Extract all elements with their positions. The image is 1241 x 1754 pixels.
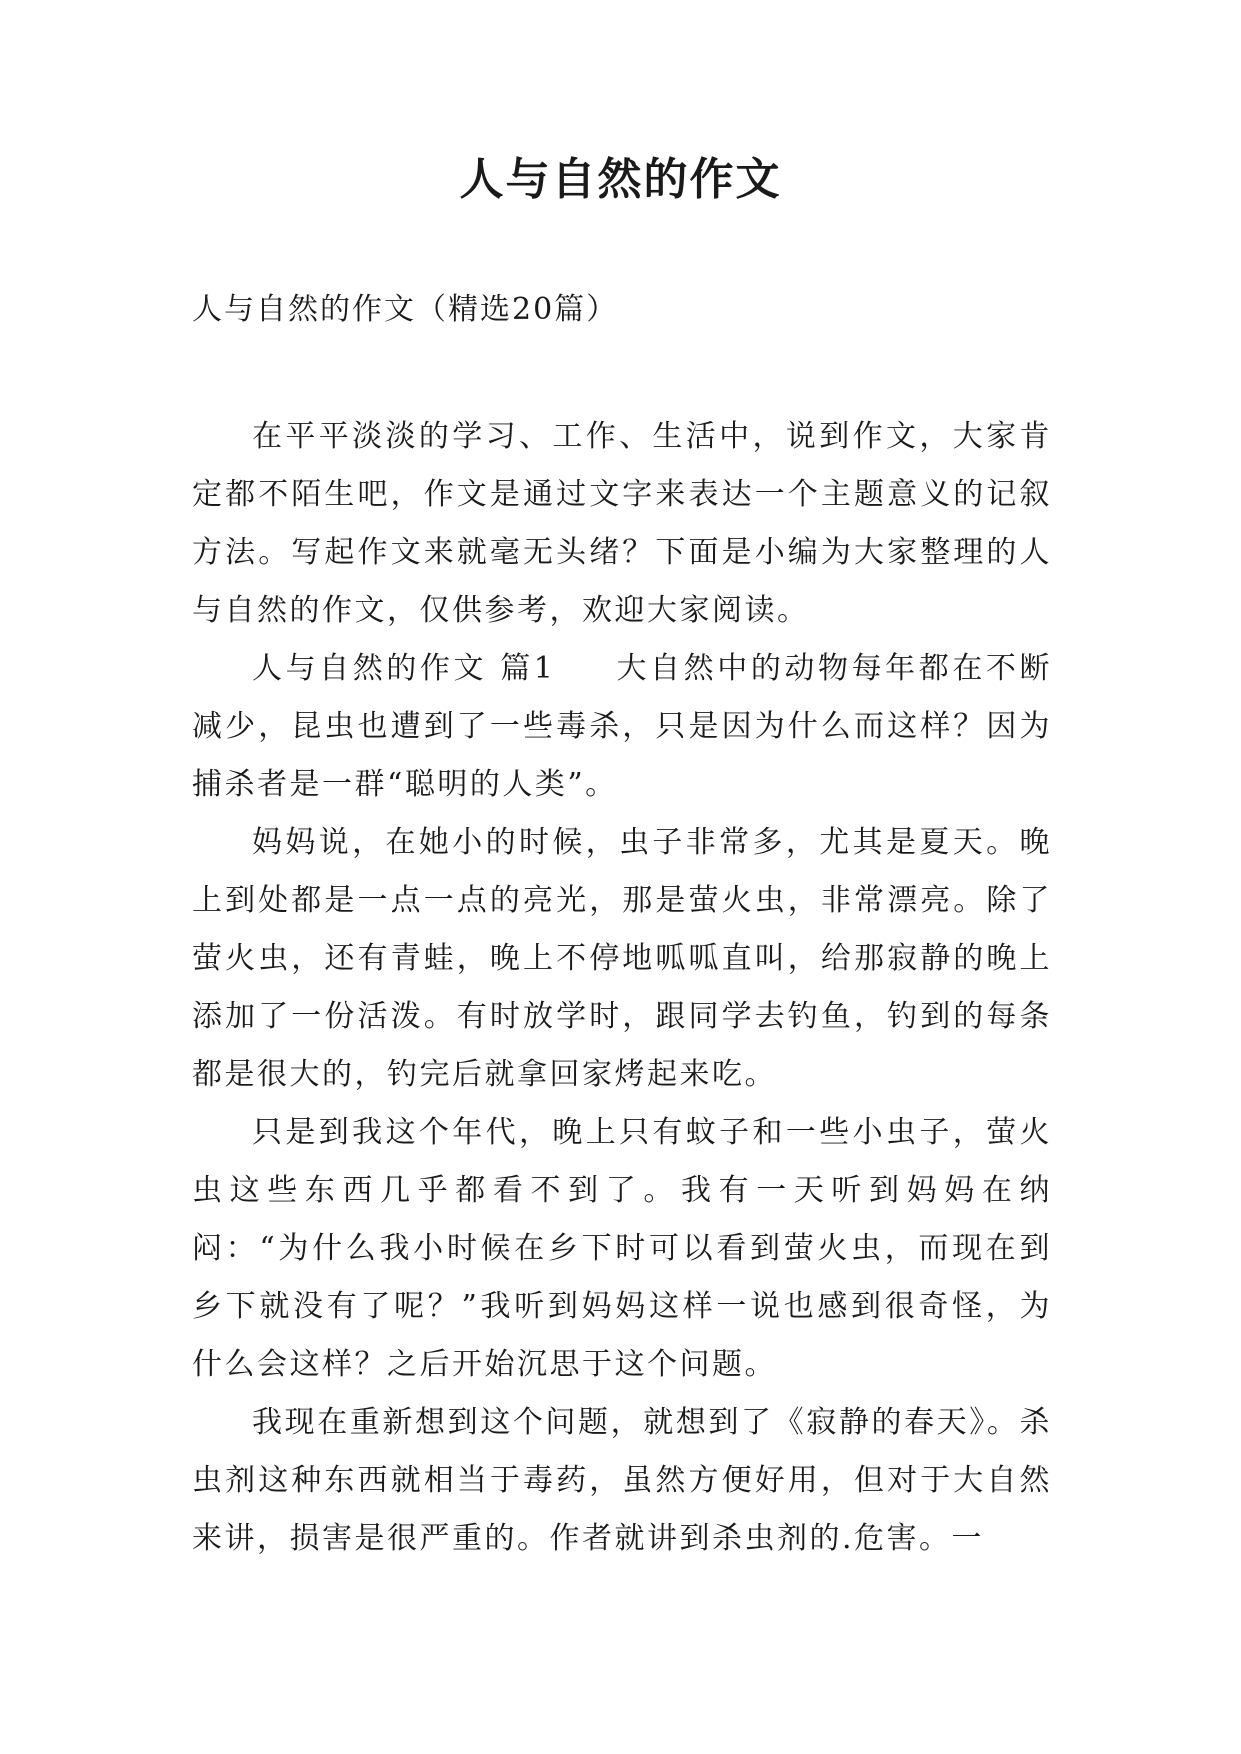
intro-paragraph: 在平平淡淡的学习、工作、生活中，说到作文，大家肯定都不陌生吧，作文是通过文字来表达一个主题意义的记叙方法。写起作文来就毫无头绪？下面是小编为大家整理的人与自然的作文，仅供参考，欢迎大家阅读。 <box>192 419 1052 628</box>
document-body <box>192 408 1052 1568</box>
essay-1-heading: 人与自然的作文 篇1 <box>252 651 556 686</box>
essay-1-paragraph-2: 妈妈说，在她小的时候，虫子非常多，尤其是夏天。晚上到处都是一点一点的亮光，那是萤火虫，非常漂亮。除了萤火虫，还有青蛙，晚上不停地呱呱直叫，给那寂静的晚上添加了一份活泼。有时放学时，跟同学去钓鱼，钓到的每条都是很大的，钓完后就拿回家烤起来吃。 <box>192 825 1052 1092</box>
essay-1-opening-text: 大自然中的动物每年都在不断减少，昆虫也遭到了一些毒杀，只是因为什么而这样？因为捕杀者是一群“聪明的人类”。 <box>192 651 1052 802</box>
document-subtitle: 人与自然的作文（精选20篇） <box>192 292 619 327</box>
essay-1-opening-paragraph <box>192 640 1052 814</box>
essay-1-paragraph-3: 只是到我这个年代，晚上只有蚊子和一些小虫子，萤火虫这些东西几乎都看不到了。我有一天听到妈妈在纳闷：“为什么我小时候在乡下时可以看到萤火虫，而现在到乡下就没有了呢？”我听到妈妈这样一说也感到很奇怪，为什么会这样？之后开始沉思于这个问题。 <box>192 1115 1052 1382</box>
document-title: 人与自然的作文 <box>459 154 782 205</box>
essay-1-paragraph-4: 我现在重新想到这个问题，就想到了《寂静的春天》。杀虫剂这种东西就相当于毒药，虽然方便好用，但对于大自然来讲，损害是很严重的。作者就讲到杀虫剂的.危害。一 <box>192 1405 1052 1556</box>
